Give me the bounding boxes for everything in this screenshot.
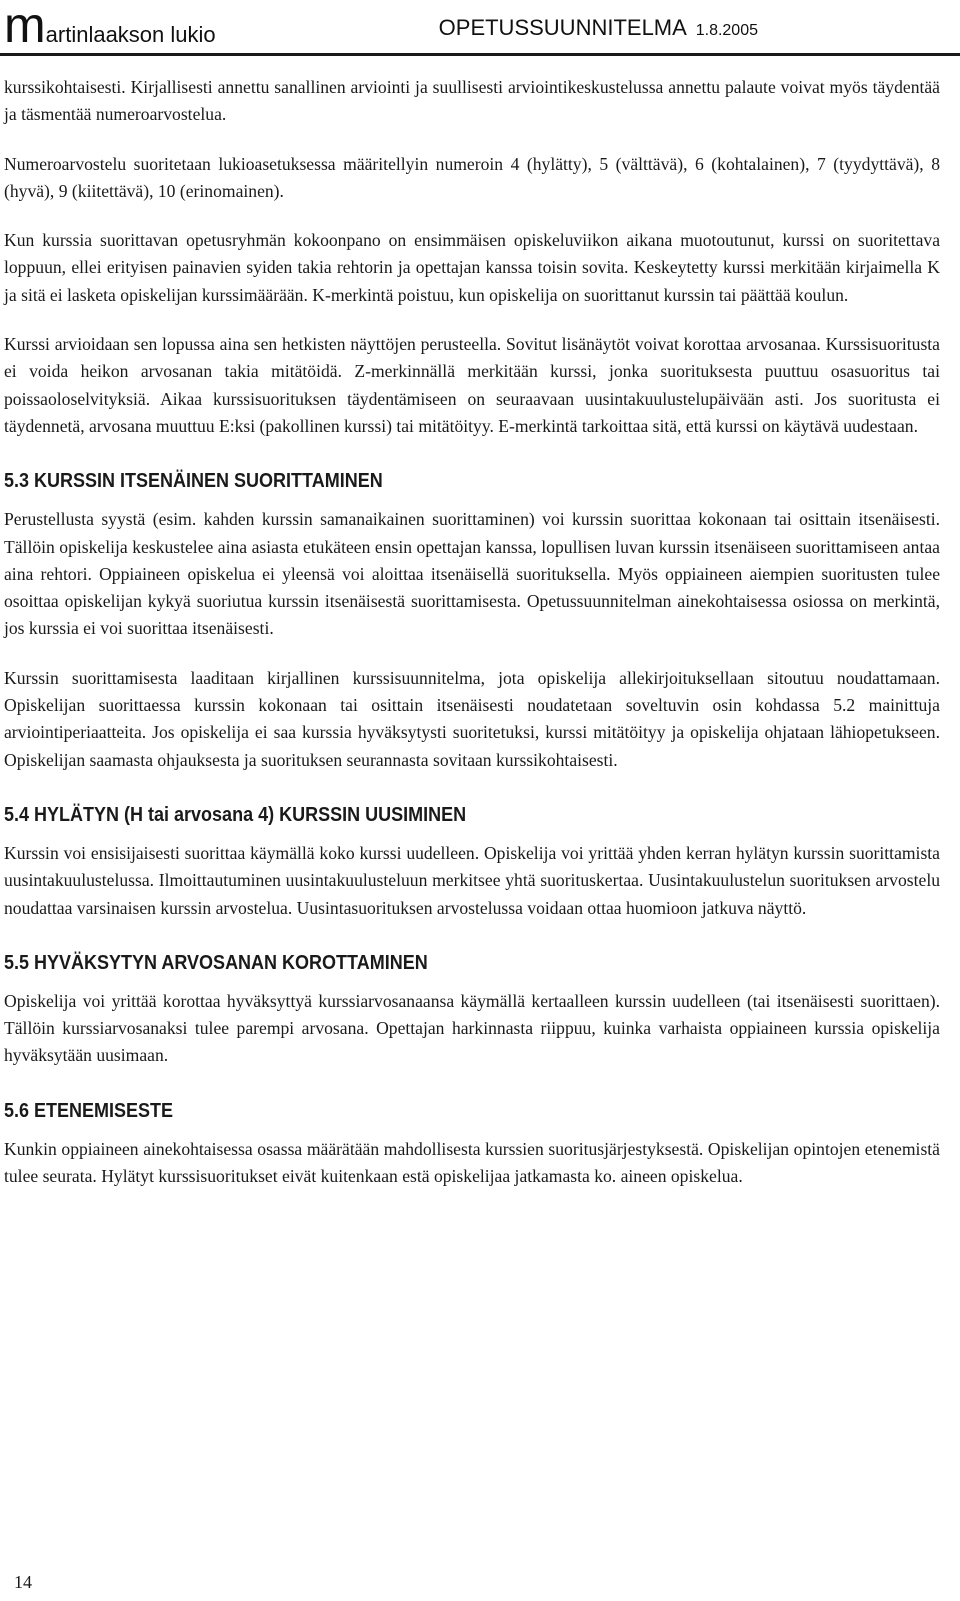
document-title-text: OPETUSSUUNNITELMA: [438, 15, 686, 40]
page-header: [4, 0, 944, 53]
page-content: [4, 74, 940, 1212]
paragraph: Kurssin suorittamisesta laaditaan kirjallinen kurssisuunnitelma, jota opiskelija allekirjoituksellaan sitoutuu noudattamaan. Opiskelijan suorittaessa kurssin kokonaan tai osittain itsenäisesti noudatetaan soveltuvin osin kohdassa 5.2 mainittuja arviointiperiaatteita. Jos opiskelija ei saa kurssia hyväksytysti suoritetuksi, kurssi mitätöityy ja opiskelija ohjataan lähiopetukseen. Opiskelijan saamasta ohjauksesta ja suorituksen seurannasta sovitaan kurssikohtaisesti.: [4, 667, 940, 770]
header-rule: [0, 53, 960, 56]
document-title: [439, 15, 758, 41]
section-heading: 5.3 KURSSIN ITSENÄINEN SUORITTAMINEN: [4, 470, 383, 493]
paragraph: Perustellusta syystä (esim. kahden kurssin samanaikainen suorittaminen) voi kurssin suorittaa kokonaan tai osittain itsenäisesti. Tällöin opiskelija keskustelee aina asiasta etukäteen ensin opettajan kanssa, lopullisen luvan kurssin itsenäiseen suorittamiseen antaa aina rehtori. Oppiaineen opiskelua ei yleensä voi aloittaa itsenäisellä suorituksella. Myös oppiaineen aiempien suoritusten tulee osoittaa opiskelijan kykyä suoriutua kurssin itsenäisestä suorittamisesta. Opetussuunnitelman ainekohtaisessa osiossa on merkintä, jos kurssia ei voi suorittaa itsenäisesti.: [4, 509, 940, 639]
school-name: [4, 0, 216, 53]
paragraph: kurssikohtaisesti. Kirjallisesti annettu sanallinen arviointi ja suullisesti arviointikeskustelussa annettu palaute voivat myös täydentää ja täsmentää numeroarvostelua.: [4, 77, 940, 125]
document-date: 1.8.2005: [695, 22, 758, 39]
section-heading: 5.5 HYVÄKSYTYN ARVOSANAN KOROTTAMINEN: [4, 951, 428, 974]
school-name-initial: m: [4, 0, 46, 53]
paragraph: Kun kurssia suorittavan opetusryhmän kokoonpano on ensimmäisen opiskeluviikon aikana muotoutunut, kurssi on suoritettava loppuun, ellei erityisen painavien syiden takia rehtorin ja opettajan kanssa toisin sovita. Keskeytetty kurssi merkitään kirjaimella K ja sitä ei lasketa opiskelijan kurssimäärään. K-merkintä poistuu, kun opiskelija on suorittanut kurssin tai päättää koulun.: [4, 230, 940, 305]
paragraph: Opiskelija voi yrittää korottaa hyväksyttyä kurssiarvosanaansa käymällä kertaalleen kurssin uudelleen (tai itsenäisesti suorittaen). Tällöin kurssiarvosanaksi tulee parempi arvosana. Opettajan harkinnasta riippuu, kuinka varhaista oppiaineen kurssia opiskelija hyväksytään uusimaan.: [4, 990, 940, 1066]
section-heading: 5.6 ETENEMISESTE: [4, 1099, 174, 1122]
paragraph: Kurssin voi ensisijaisesti suorittaa käymällä koko kurssi uudelleen. Opiskelija voi yrittää yhden kerran hylätyn kurssin suorittamista uusintakuulustelussa. Ilmoittautuminen uusintakuulusteluun merkitsee yhtä suorituskertaa. Uusintakuulustelun suorituksen arvostelu noudattaa varsinaisen kurssin arvostelua. Uusintasuorituksen arvostelussa voidaan ottaa huomioon jatkuva näyttö.: [4, 842, 940, 918]
school-name-rest: artinlaakson lukio: [45, 22, 216, 47]
paragraph: Kurssi arvioidaan sen lopussa aina sen hetkisten näyttöjen perusteella. Sovitut lisänäytöt voivat korottaa arvosanaa. Kurssisuoritusta ei voida heikon arvosanan takia mitätöidä. Z-merkinnällä merkitään kurssi, jonka suorituksesta puuttuu osasuoritus tai poissaoloselvityksiä. Aikaa kurssisuorituksen täydentämiseen on seuraavaan uusintakuulustelupäivään asti. Jos suoritusta ei täydennetä, arvosana muuttuu E:ksi (pakollinen kurssi) tai mitätöityy. E-merkintä tarkoittaa sitä, että kurssi on käytävä uudestaan.: [4, 334, 940, 436]
page-number: 14: [14, 1572, 32, 1592]
section-heading: 5.4 HYLÄTYN (H tai arvosana 4) KURSSIN UUSIMINEN: [4, 803, 467, 826]
paragraph: Numeroarvostelu suoritetaan lukioasetuksessa määritellyin numeroin 4 (hylätty), 5 (välttävä), 6 (kohtalainen), 7 (tyydyttävä), 8 (hyvä), 9 (kiitettävä), 10 (erinomainen).: [4, 153, 940, 201]
paragraph: Kunkin oppiaineen ainekohtaisessa osassa määrätään mahdollisesta kurssien suoritusjärjestyksestä. Opiskelijan opintojen etenemistä tulee seurata. Hylätyt kurssisuoritukset eivät kuitenkaan estä opiskelijaa jatkamasta ko. aineen opiskelua.: [4, 1138, 940, 1187]
